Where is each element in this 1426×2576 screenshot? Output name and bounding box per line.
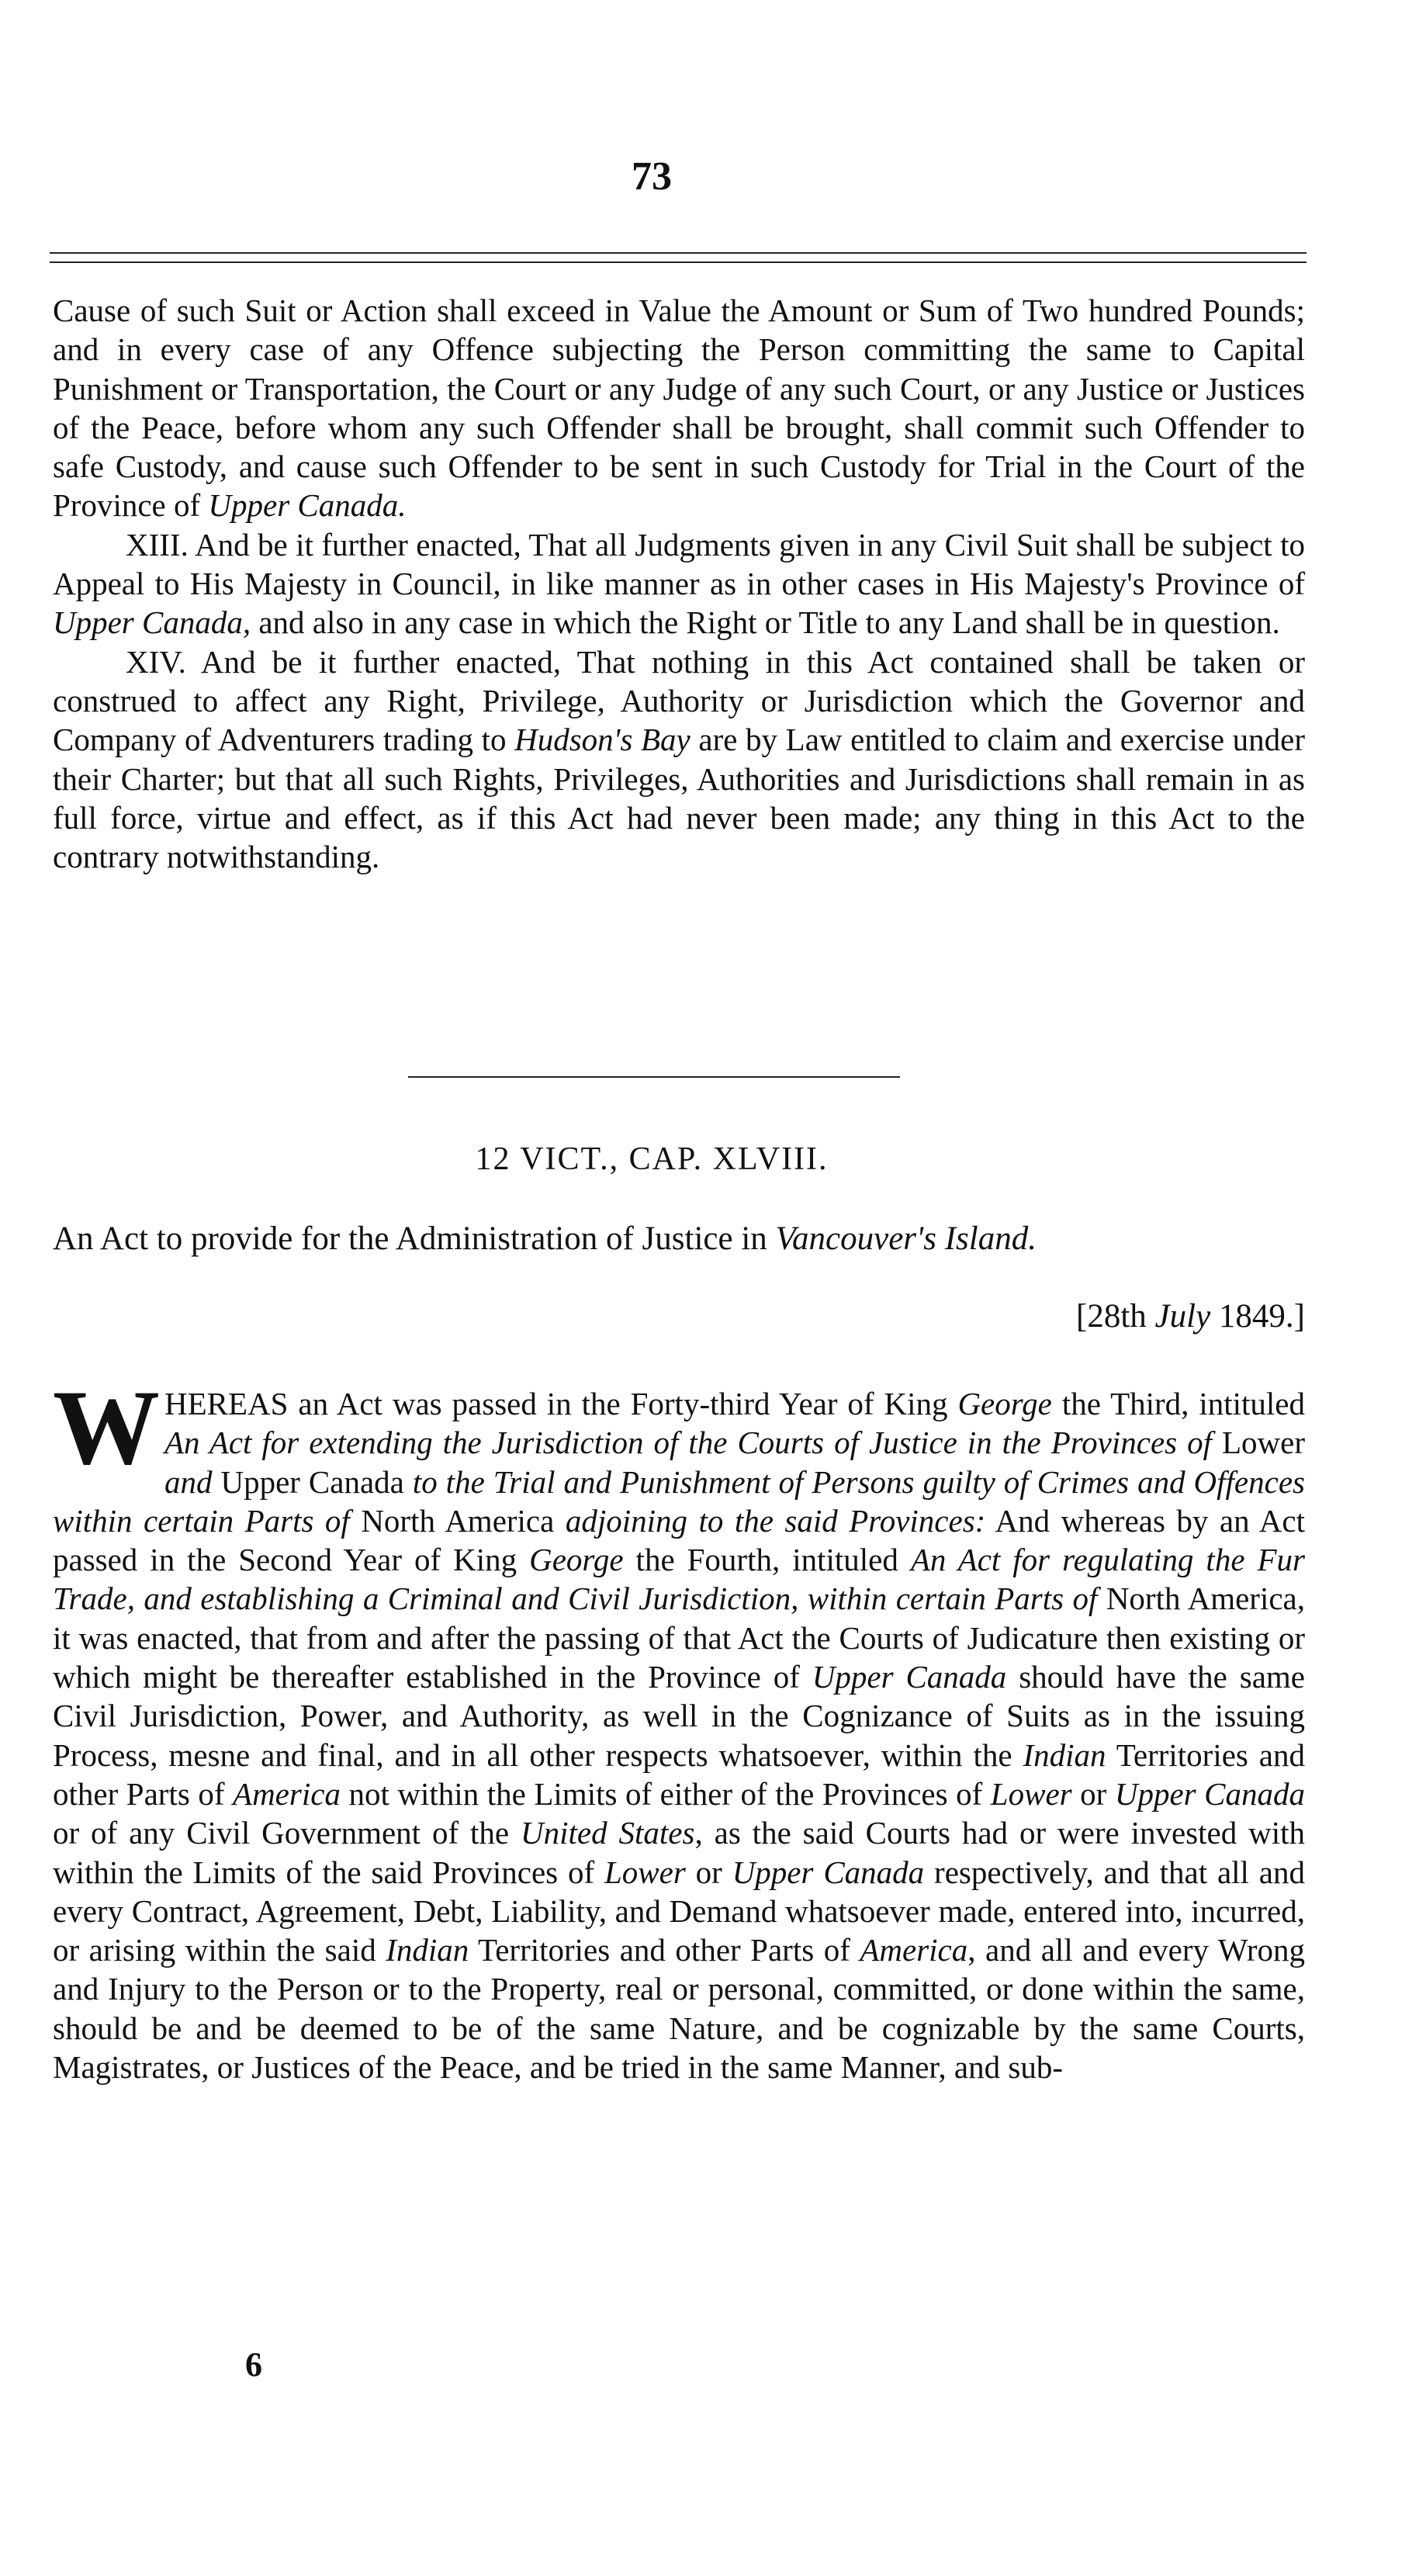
drop-cap: W — [53, 1368, 160, 1487]
signature-mark: 6 — [245, 2346, 262, 2384]
paragraph-continuation: Cause of such Suit or Action shall exceed in Value the Amount or Sum of Two hundred Pounds; and in every case of any Offence subjecting the Person committing the same to Capital Punishment or Transportation, the Court or any Judge of any such Court, or any Justice or Justices of the Peace, before whom any such Offender shall be brought, shall commit such Offender to safe Custody, and cause such Offender to be sent in such Custody for Trial in the Court of the Province of Upper Canada. — [53, 293, 1305, 524]
act-title: An Act to provide for the Administration of Justice in Vancouver's Island. — [53, 1220, 1037, 1257]
chapter-heading: 12 VICT., CAP. XLVIII. — [475, 1141, 829, 1177]
page-number: 73 — [632, 154, 672, 199]
section-top — [53, 291, 1305, 876]
preamble-paragraph: WHEREAS an Act was passed in the Forty-third Year of King George the Third, intituled An Act for extending the Jurisdiction of the Courts of Justice in the Provinces of Lower and Upper Canada to the Trial and Punishment of Persons guilty of Crimes and Offences within certain Parts of North America adjoining to the said Provinces: And whereas by an Act passed in the Second Year of King George the Fourth, intituled An Act for regulating the Fur Trade, and establishing a Criminal and Civil Jurisdiction, within certain Parts of North America, it was enacted, that from and after the passing of that Act the Courts of Judicature then existing or which might be thereafter established in the Province of Upper Canada should have the same Civil Jurisdiction, Power, and Authority, as well in the Cognizance of Suits as in the issuing Process, mesne and final, and in all other respects whatsoever, within the Indian Territories and other Parts of America not within the Limits of either of the Provinces of Lower or Upper Canada or of any Civil Government of the United States, as the said Courts had or were invested with within the Limits of the said Provinces of Lower or Upper Canada respectively, and that all and every Contract, Agreement, Debt, Liability, and Demand whatsoever made, entered into, incurred, or arising within the said Indian Territories and other Parts of America, and all and every Wrong and Injury to the Person or to the Property, real or personal, committed, or done within the same, should be and be deemed to be of the same Nature, and be cognizable by the same Courts, Magistrates, or Justices of the Peace, and be tried in the same Manner, and sub- — [53, 1368, 1306, 2086]
paragraph-section-xiv: XIV. And be it further enacted, That nothing in this Act contained shall be taken or construed to affect any Right, Privilege, Authority or Jurisdiction which the Governor and Company of Adventurers trading to Hudson's Bay are by Law entitled to claim and exercise under their Charter; but that all such Rights, Privileges, Authorities and Jurisdictions shall remain in as full force, virtue and effect, as if this Act had never been made; any thing in this Act to the contrary notwithstanding. — [53, 643, 1305, 875]
act-date: [28th July 1849.] — [1076, 1298, 1305, 1335]
section-divider — [408, 1076, 900, 1078]
preamble — [53, 1368, 1306, 2086]
header-rule — [50, 252, 1307, 263]
paragraph-section-xiii: XIII. And be it further enacted, That all Judgments given in any Civil Suit shall be subject to Appeal to His Majesty in Council, in like manner as in other cases in His Majesty's Province of Upper Canada, and also in any case in which the Right or Title to any Land shall be in question. — [53, 526, 1305, 641]
